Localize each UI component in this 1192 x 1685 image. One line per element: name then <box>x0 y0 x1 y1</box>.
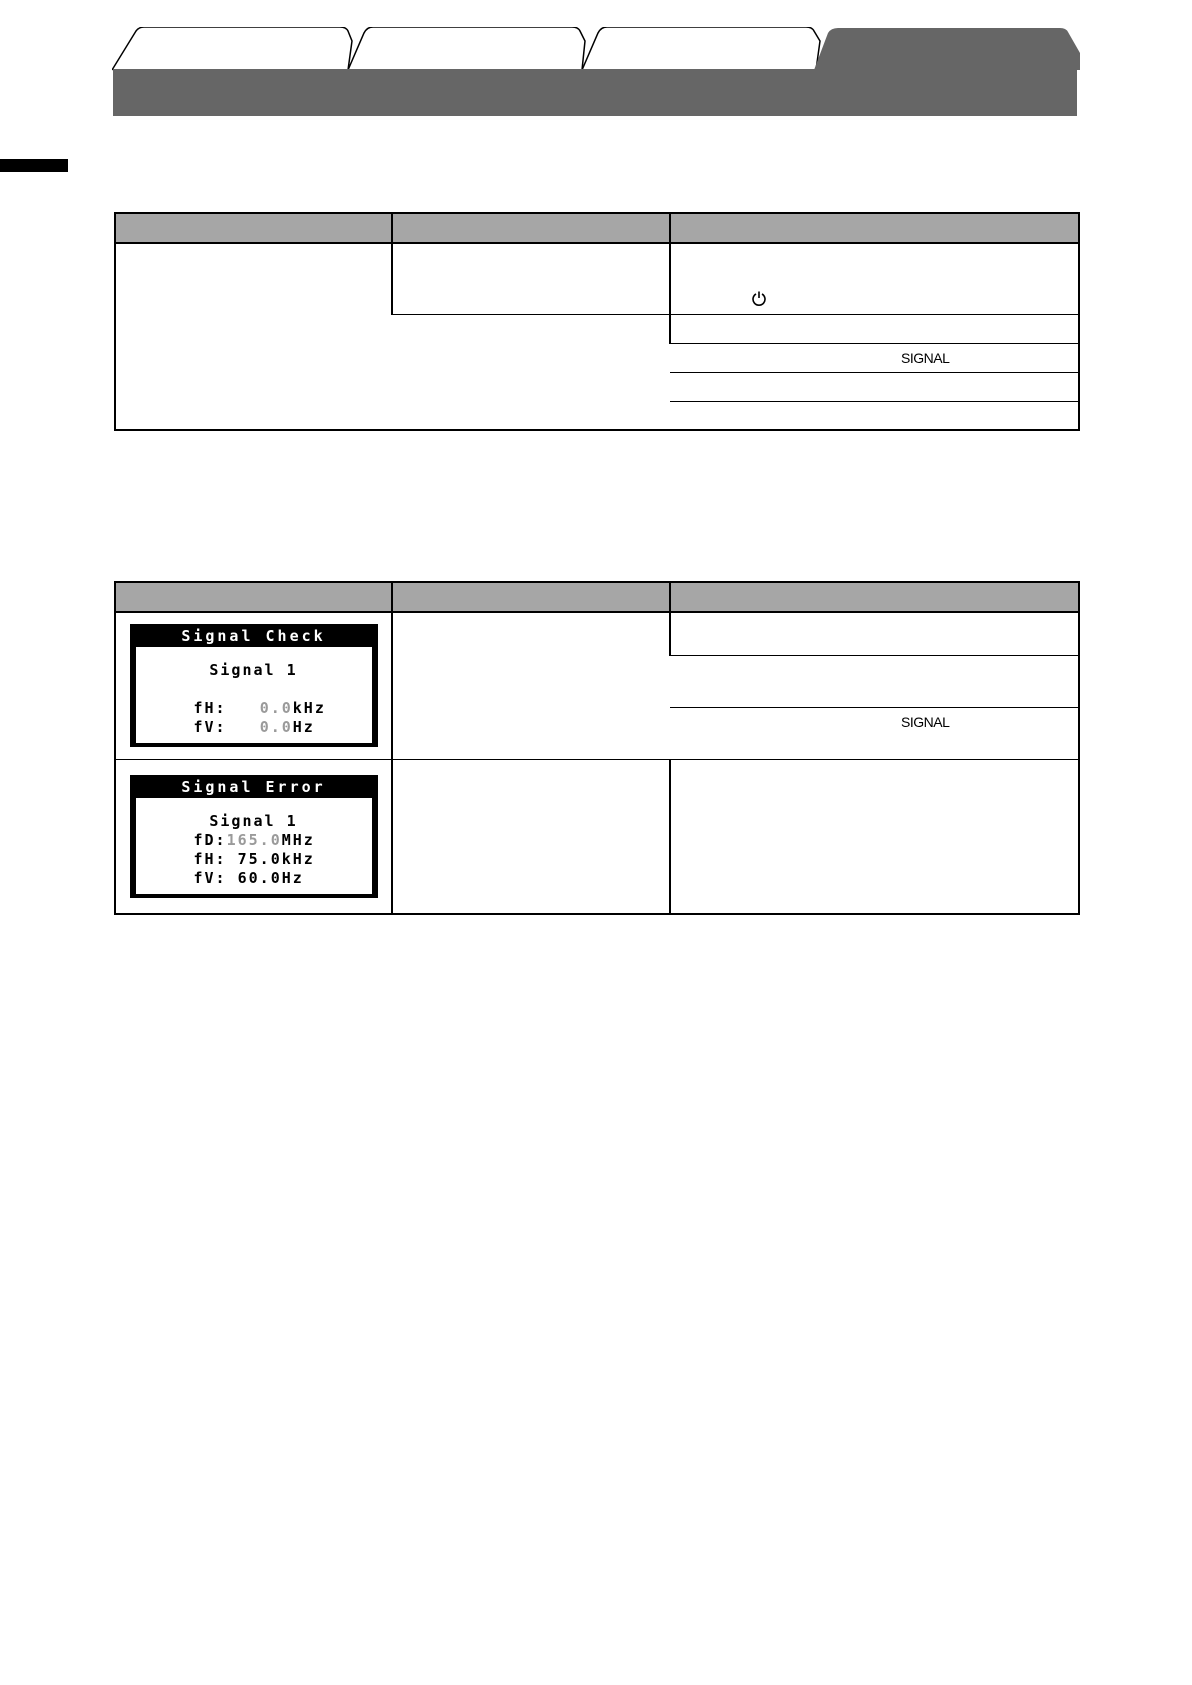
remedy-cell <box>670 759 1079 914</box>
osd-fv-line <box>136 869 372 888</box>
header-cell <box>392 582 670 612</box>
header-cell <box>670 582 1079 612</box>
table-header-row <box>115 582 1079 612</box>
fd-value: 165.0 <box>226 830 282 849</box>
fv-label: fV: <box>193 868 227 887</box>
osd-signal-check <box>130 624 378 747</box>
table-row <box>115 243 1079 314</box>
signal-button-label: SIGNAL <box>901 713 950 730</box>
remedy-cell-power <box>670 243 1079 314</box>
trouble-table-no-picture <box>114 212 1080 431</box>
tab-1 <box>112 27 352 70</box>
osd-signal-line: Signal 1 <box>209 661 298 680</box>
tab-2 <box>348 27 585 70</box>
signal-button-label: SIGNAL <box>901 349 950 366</box>
remedy-cell-signal <box>670 707 1079 759</box>
trouble-table-error-message <box>114 581 1080 915</box>
osd-title: Signal Error <box>181 777 326 796</box>
remedy-cell <box>670 314 1079 343</box>
fh-value: 0.0 <box>259 699 293 718</box>
osd-title: Signal Check <box>181 627 326 646</box>
cause-cell <box>392 314 670 430</box>
fv-value: 0.0 <box>259 718 293 737</box>
header-cell <box>115 213 392 243</box>
osd-signal-line: Signal 1 <box>209 811 298 830</box>
remedy-cell <box>670 655 1079 707</box>
header-cell <box>392 213 670 243</box>
osd-body <box>136 798 372 894</box>
osd-fd-line <box>136 831 372 850</box>
table-header-row <box>115 213 1079 243</box>
fv-unit: Hz <box>292 718 315 737</box>
language-marker <box>0 159 68 172</box>
osd-fh-line <box>136 699 372 718</box>
table-row <box>115 759 1079 914</box>
problem-cell <box>115 243 392 430</box>
header-bar <box>113 69 1077 116</box>
fh-unit: kHz <box>292 699 326 718</box>
header-cell <box>670 213 1079 243</box>
osd-image-cell <box>115 759 392 914</box>
osd-image-cell <box>115 612 392 759</box>
fh-label: fH: <box>193 849 227 868</box>
tab-3 <box>582 27 820 70</box>
cause-cell <box>392 243 670 314</box>
remedy-cell <box>670 372 1079 401</box>
fd-label: fD: <box>193 830 227 849</box>
fd-unit: MHz <box>281 830 315 849</box>
remedy-cell-signal <box>670 343 1079 372</box>
tab-4-active <box>814 28 1080 70</box>
osd-body <box>136 647 372 743</box>
tab-outlines <box>112 27 1080 71</box>
fh-value: 75.0kHz <box>237 849 315 868</box>
cause-cell <box>392 612 670 759</box>
osd-fv-line <box>136 718 372 737</box>
cause-cell <box>392 759 670 914</box>
fv-value: 60.0Hz <box>237 868 304 887</box>
osd-fh-line <box>136 850 372 869</box>
header-cell <box>115 582 392 612</box>
osd-signal-error <box>130 775 378 898</box>
fh-label: fH: <box>193 699 227 718</box>
remedy-cell <box>670 612 1079 655</box>
power-icon <box>751 290 767 306</box>
fv-label: fV: <box>193 718 227 737</box>
table-row <box>115 612 1079 655</box>
remedy-cell <box>670 401 1079 430</box>
